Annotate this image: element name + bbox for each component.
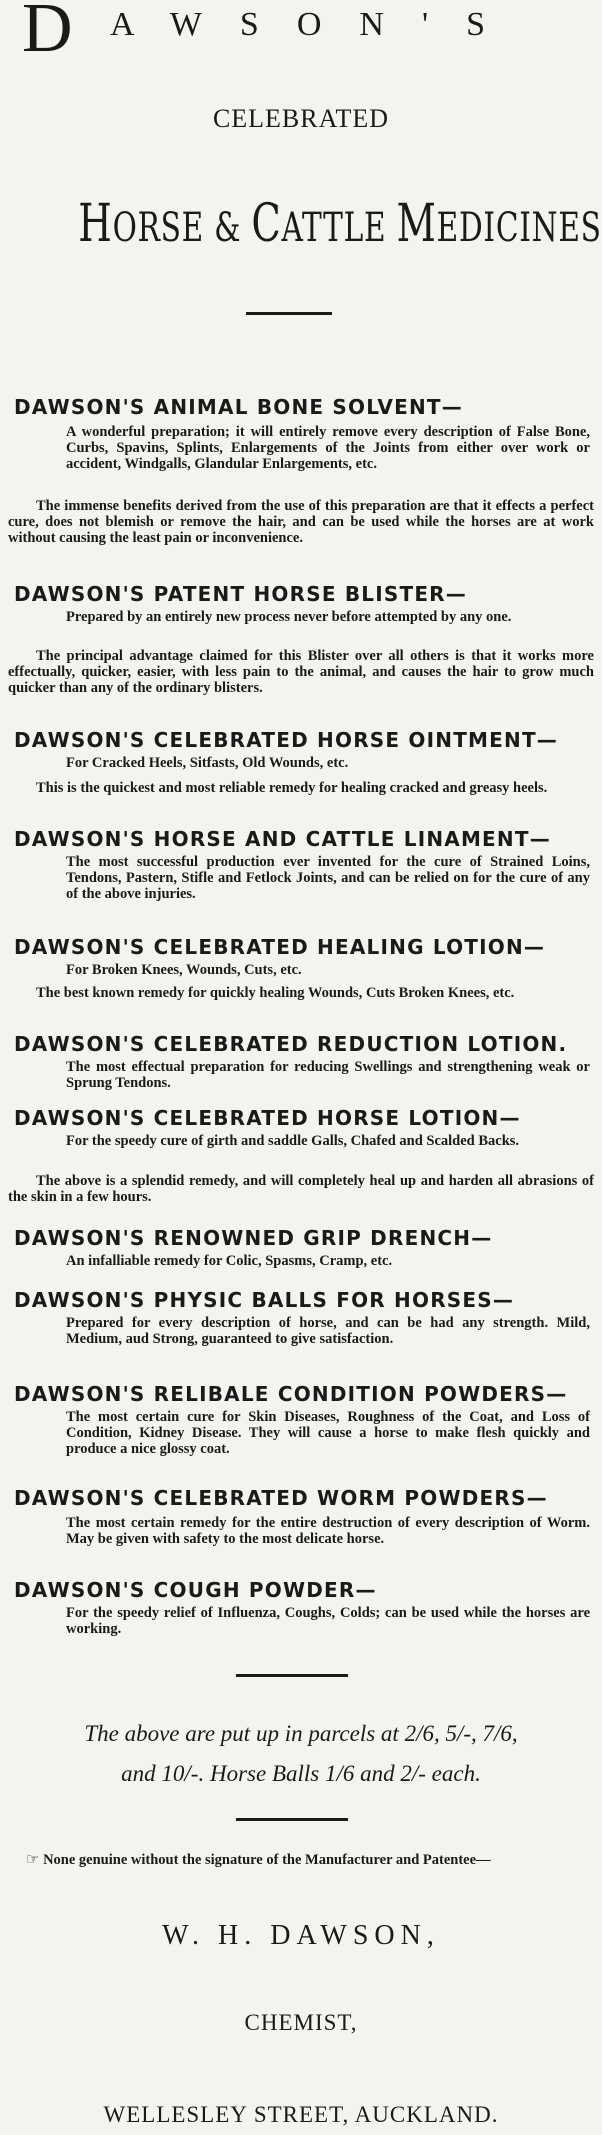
section-title: DAWSON'S CELEBRATED WORM POWDERS— bbox=[14, 1486, 548, 1510]
headline-rest-1: ORSE bbox=[112, 205, 204, 251]
pointing-hand-icon: ☞ bbox=[26, 1850, 40, 1868]
prices-line: and 10/-. Horse Balls 1/6 and 2/- each. bbox=[121, 1761, 481, 1786]
section-paragraph: The above is a splendid remedy, and will completely heal up and harden all abrasions of the skin in a few hours. bbox=[8, 1173, 594, 1205]
masthead-name: AWSON'S bbox=[110, 6, 523, 43]
headline-cap-1: H bbox=[78, 194, 113, 254]
prices-line: The above are put up in parcels at 2/6, 5/-, 7/6, bbox=[84, 1721, 518, 1746]
section-title: DAWSON'S ANIMAL BONE SOLVENT— bbox=[14, 395, 463, 419]
address-line: WELLESLEY STREET, AUCKLAND. bbox=[103, 2102, 499, 2127]
section-title: DAWSON'S CELEBRATED HEALING LOTION— bbox=[14, 935, 546, 959]
chemist-label: CHEMIST, bbox=[244, 2010, 358, 2035]
divider-rule bbox=[246, 312, 332, 315]
masthead-initial: D bbox=[22, 0, 73, 67]
section-description: The most effectual preparation for reducing Swellings and strengthening weak or Sprung Tendons. bbox=[66, 1059, 590, 1091]
section-description: For the speedy relief of Influenza, Coughs, Colds; can be used while the horses are working. bbox=[66, 1605, 590, 1637]
section-title: DAWSON'S COUGH POWDER— bbox=[14, 1578, 377, 1602]
manufacturer-name: W. H. DAWSON, bbox=[162, 1920, 440, 1951]
section-title: DAWSON'S HORSE AND CATTLE LINAMENT— bbox=[14, 827, 551, 851]
section-description: The most certain cure for Skin Diseases, Roughness of the Coat, and Loss of Condition, Kidney Disease. They will cause a horse to make flesh quickly and produce a nice glossy coat. bbox=[66, 1409, 590, 1457]
section-paragraph: This is the quickest and most reliable remedy for healing cracked and greasy heels. bbox=[36, 780, 548, 796]
section-paragraph: The best known remedy for quickly healing Wounds, Cuts Broken Knees, etc. bbox=[36, 985, 515, 1001]
section-description: An infalliable remedy for Colic, Spasms, Cramp, etc. bbox=[66, 1253, 393, 1269]
headline-rest-2: ATTLE bbox=[281, 205, 397, 251]
section-description: For the speedy cure of girth and saddle Galls, Chafed and Scalded Backs. bbox=[66, 1133, 520, 1149]
section-description: For Broken Knees, Wounds, Cuts, etc. bbox=[66, 962, 302, 978]
section-paragraph: The principal advantage claimed for this Blister over all others is that it works more effectually, quicker, easier, with less pain to the animal, and causes the hair to grow much quicker than any of the ordinary blisters. bbox=[8, 648, 594, 696]
main-headline bbox=[78, 192, 602, 260]
headline-amp: & bbox=[203, 205, 252, 251]
celebrated-heading: CELEBRATED bbox=[212, 104, 390, 133]
divider-rule bbox=[236, 1674, 348, 1677]
notice-text: None genuine without the signature of the Manufacturer and Patentee— bbox=[43, 1852, 491, 1868]
section-description: The most certain remedy for the entire destruction of every description of Worm. May be given with safety to the most delicate horse. bbox=[66, 1515, 590, 1547]
section-title: DAWSON'S PATENT HORSE BLISTER— bbox=[14, 582, 467, 606]
section-description: For Cracked Heels, Sitfasts, Old Wounds, etc. bbox=[66, 755, 349, 771]
prices-block bbox=[0, 1714, 602, 1794]
genuine-notice bbox=[8, 1850, 594, 1869]
section-title: DAWSON'S CELEBRATED HORSE LOTION— bbox=[14, 1106, 521, 1130]
headline-rest-3: EDICINES bbox=[436, 205, 602, 251]
masthead bbox=[0, 0, 602, 70]
section-title: DAWSON'S RELIBALE CONDITION POWDERS— bbox=[14, 1382, 568, 1406]
section-description: Prepared by an entirely new process never before attempted by any one. bbox=[66, 609, 512, 625]
section-description: Prepared for every description of horse, and can be had any strength. Mild, Medium, aud Strong, guaranteed to give satisfaction. bbox=[66, 1315, 590, 1347]
section-title: DAWSON'S PHYSIC BALLS FOR HORSES— bbox=[14, 1288, 515, 1312]
section-description: A wonderful preparation; it will entirely remove every description of False Bone, Curbs, Spavins, Splints, Enlargements of the Joints from either over work or accident, Windgalls, Glandular Enlargements, etc. bbox=[66, 424, 590, 472]
section-description: The most successful production ever invented for the cure of Strained Loins, Tendons, Pastern, Stifle and Fetlock Joints, and can be relied on for the cure of any of the above injuries. bbox=[66, 854, 590, 902]
section-paragraph: The immense benefits derived from the use of this preparation are that it effects a perfect cure, does not blemish or remove the hair, and can be used while the horses are at work without causing the least pain or inconvenience. bbox=[8, 498, 594, 546]
divider-rule bbox=[236, 1818, 348, 1821]
section-title: DAWSON'S CELEBRATED REDUCTION LOTION. bbox=[14, 1032, 568, 1056]
section-title: DAWSON'S RENOWNED GRIP DRENCH— bbox=[14, 1226, 493, 1250]
headline-cap-3: M bbox=[396, 194, 437, 254]
section-title: DAWSON'S CELEBRATED HORSE OINTMENT— bbox=[14, 728, 559, 752]
headline-cap-2: C bbox=[251, 194, 282, 254]
